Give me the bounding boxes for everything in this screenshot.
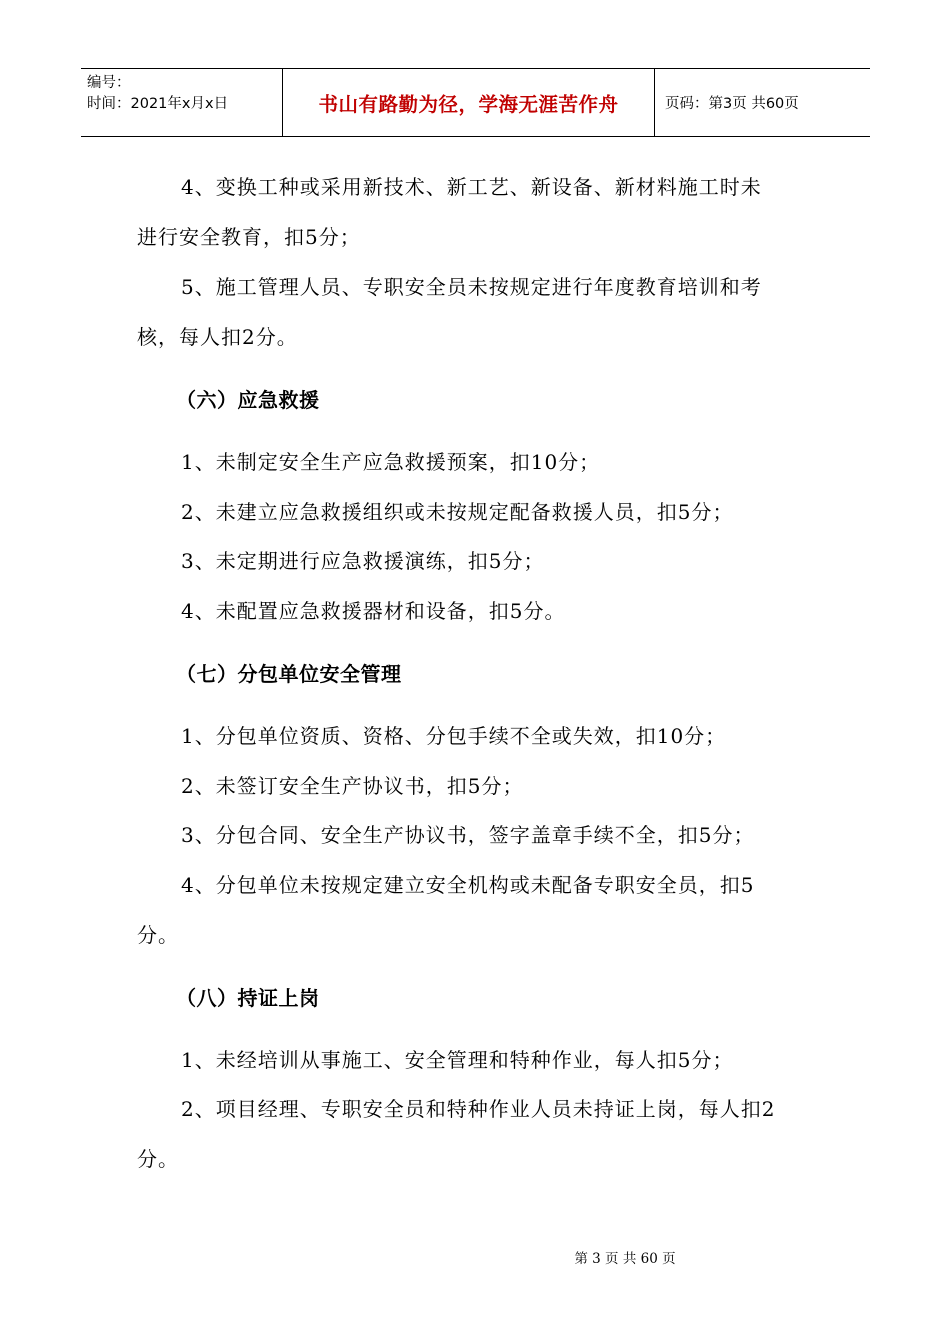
- section-heading: （八）持证上岗: [176, 986, 320, 1010]
- list-item: 1、未制定安全生产应急救援预案，扣10分；: [181, 450, 601, 474]
- page-footer: 第 3 页 共 60 页: [574, 1251, 676, 1267]
- section-heading: （七）分包单位安全管理: [176, 662, 402, 686]
- paragraph-line: 进行安全教育，扣5分；: [137, 225, 361, 249]
- list-item-continuation: 分。: [137, 1147, 179, 1171]
- list-item: 1、未经培训从事施工、安全管理和特种作业，每人扣5分；: [181, 1048, 734, 1072]
- list-item: 4、分包单位未按规定建立安全机构或未配备专职安全员，扣5: [181, 873, 755, 897]
- list-item: 2、未建立应急救援组织或未按规定配备救援人员，扣5分；: [181, 500, 734, 524]
- list-item: 1、分包单位资质、资格、分包手续不全或失效，扣10分；: [181, 724, 727, 748]
- page-header: [81, 68, 870, 137]
- list-item: 3、未定期进行应急救援演练，扣5分；: [181, 549, 545, 573]
- header-meta: [81, 69, 282, 136]
- list-item-continuation: 分。: [137, 923, 179, 947]
- list-item: 2、项目经理、专职安全员和特种作业人员未持证上岗，每人扣2: [181, 1097, 776, 1121]
- section-heading: （六）应急救援: [176, 388, 320, 412]
- header-motto: 书山有路勤为径，学海无涯苦作舟: [282, 69, 655, 136]
- paragraph-line: 5、施工管理人员、专职安全员未按规定进行年度教育培训和考: [181, 275, 762, 299]
- header-time: 时间：2021年x月x日: [87, 96, 229, 112]
- paragraph-line: 核，每人扣2分。: [137, 325, 298, 349]
- header-page-info: 页码：第3页 共60页: [665, 96, 799, 112]
- list-item: 3、分包合同、安全生产协议书，签字盖章手续不全，扣5分；: [181, 823, 755, 847]
- list-item: 4、未配置应急救援器材和设备，扣5分。: [181, 599, 566, 623]
- header-number: 编号：: [87, 75, 131, 91]
- paragraph-line: 4、变换工种或采用新技术、新工艺、新设备、新材料施工时未: [181, 175, 762, 199]
- list-item: 2、未签订安全生产协议书，扣5分；: [181, 774, 524, 798]
